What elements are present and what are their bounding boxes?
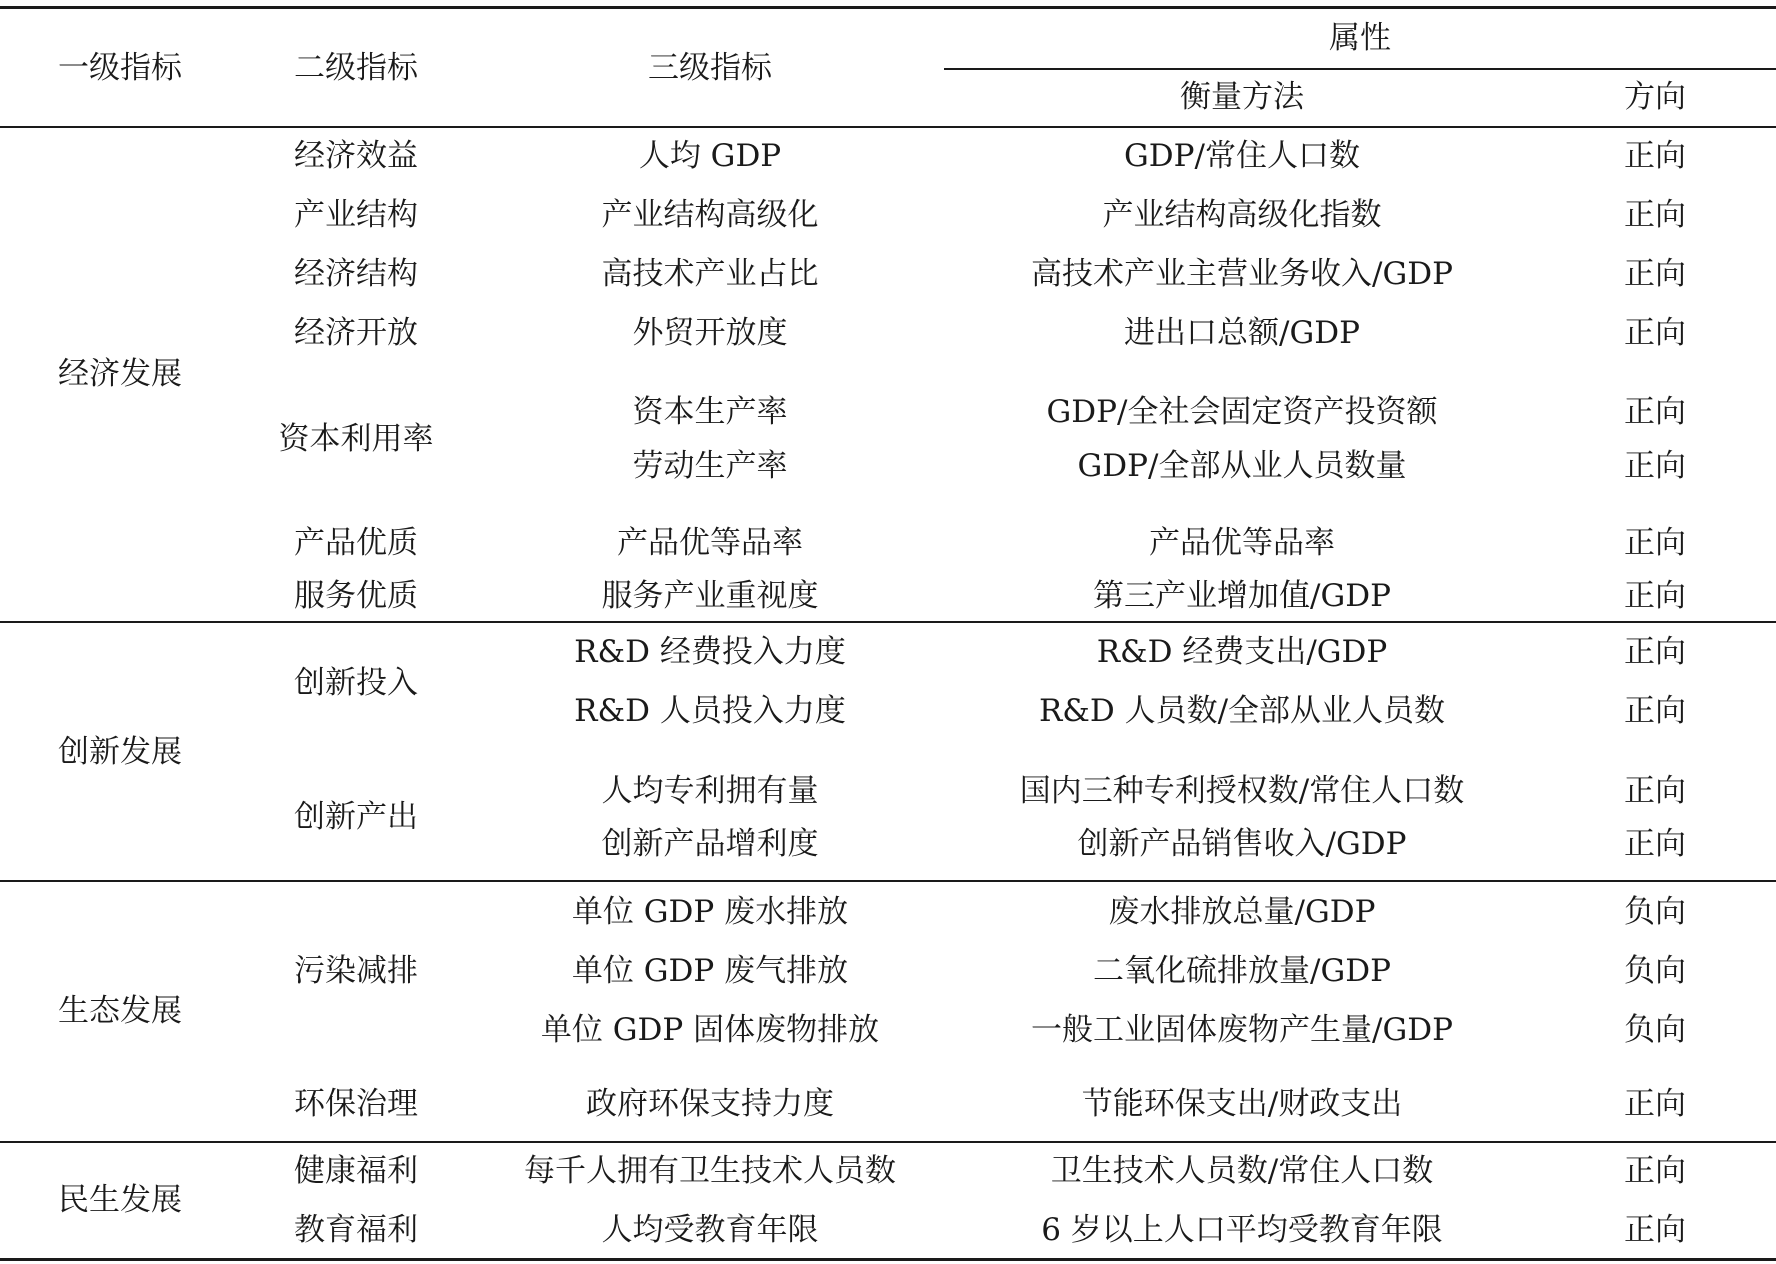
level3-cell: 劳动生产率 xyxy=(632,448,788,484)
header-method: 衡量方法 xyxy=(1180,79,1304,115)
direction-cell: 正向 xyxy=(1624,525,1686,561)
method-cell: 6 岁以上人口平均受教育年限 xyxy=(1041,1212,1443,1248)
direction-cell: 正向 xyxy=(1624,578,1686,614)
direction-cell: 正向 xyxy=(1624,197,1686,233)
method-cell: GDP/全部从业人员数量 xyxy=(1077,448,1407,484)
bottom-rule xyxy=(0,1258,1776,1261)
direction-cell: 负向 xyxy=(1624,953,1686,989)
level2-cell: 经济结构 xyxy=(294,256,418,292)
level2-cell: 经济效益 xyxy=(294,138,418,174)
header-rule xyxy=(0,126,1776,128)
method-cell: R&D 人员数/全部从业人员数 xyxy=(1038,693,1446,729)
group-rule xyxy=(0,1141,1776,1143)
level2-cell: 资本利用率 xyxy=(278,421,434,457)
group-rule xyxy=(0,880,1776,882)
direction-cell: 正向 xyxy=(1624,826,1686,862)
level3-cell: 资本生产率 xyxy=(632,394,788,430)
method-cell: 一般工业固体废物产生量/GDP xyxy=(1031,1012,1453,1048)
level3-cell: 高技术产业占比 xyxy=(601,256,819,292)
method-cell: 二氧化硫排放量/GDP xyxy=(1093,953,1391,989)
level2-cell: 污染减排 xyxy=(294,953,418,989)
level3-cell: 人均专利拥有量 xyxy=(601,773,819,809)
level3-cell: 政府环保支持力度 xyxy=(586,1086,834,1122)
direction-cell: 正向 xyxy=(1624,256,1686,292)
level3-cell: 创新产品增利度 xyxy=(601,826,819,862)
method-cell: R&D 经费支出/GDP xyxy=(1096,634,1388,670)
direction-cell: 正向 xyxy=(1624,1212,1686,1248)
level3-cell: 单位 GDP 废水排放 xyxy=(571,894,849,930)
method-cell: 节能环保支出/财政支出 xyxy=(1081,1086,1403,1122)
direction-cell: 正向 xyxy=(1624,634,1686,670)
method-cell: 创新产品销售收入/GDP xyxy=(1077,826,1407,862)
level2-cell: 服务优质 xyxy=(294,578,418,614)
attribute-rule xyxy=(944,68,1776,70)
level3-cell: 人均受教育年限 xyxy=(601,1212,819,1248)
method-cell: 国内三种专利授权数/常住人口数 xyxy=(1019,773,1465,809)
method-cell: 进出口总额/GDP xyxy=(1124,315,1360,351)
direction-cell: 负向 xyxy=(1624,1012,1686,1048)
level2-cell: 经济开放 xyxy=(294,315,418,351)
level3-cell: 外贸开放度 xyxy=(632,315,788,351)
header-level2: 二级指标 xyxy=(294,50,418,86)
direction-cell: 正向 xyxy=(1624,773,1686,809)
level3-cell: 单位 GDP 废气排放 xyxy=(571,953,849,989)
group-rule xyxy=(0,621,1776,623)
direction-cell: 正向 xyxy=(1624,693,1686,729)
header-level3: 三级指标 xyxy=(648,50,772,86)
method-cell: 第三产业增加值/GDP xyxy=(1093,578,1391,614)
method-cell: 产品优等品率 xyxy=(1149,525,1335,561)
level2-cell: 教育福利 xyxy=(294,1212,418,1248)
direction-cell: 正向 xyxy=(1624,394,1686,430)
level3-cell: 单位 GDP 固体废物排放 xyxy=(540,1012,880,1048)
method-cell: 卫生技术人员数/常住人口数 xyxy=(1050,1153,1434,1189)
level2-cell: 产品优质 xyxy=(294,525,418,561)
level1-cell: 民生发展 xyxy=(58,1182,182,1218)
level3-cell: 人均 GDP xyxy=(638,138,782,174)
level3-cell: 产业结构高级化 xyxy=(601,197,819,233)
level1-cell: 生态发展 xyxy=(58,993,182,1029)
level2-cell: 产业结构 xyxy=(294,197,418,233)
level1-cell: 经济发展 xyxy=(58,356,182,392)
direction-cell: 负向 xyxy=(1624,894,1686,930)
level3-cell: R&D 人员投入力度 xyxy=(574,693,846,729)
level2-cell: 创新投入 xyxy=(294,665,418,701)
direction-cell: 正向 xyxy=(1624,315,1686,351)
direction-cell: 正向 xyxy=(1624,448,1686,484)
method-cell: GDP/常住人口数 xyxy=(1124,138,1360,174)
level2-cell: 健康福利 xyxy=(294,1153,418,1189)
header-attribute: 属性 xyxy=(1329,20,1391,56)
level3-cell: 每千人拥有卫生技术人员数 xyxy=(524,1153,896,1189)
direction-cell: 正向 xyxy=(1624,138,1686,174)
header-direction: 方向 xyxy=(1624,79,1686,115)
top-rule xyxy=(0,6,1776,9)
method-cell: 废水排放总量/GDP xyxy=(1108,894,1376,930)
level2-cell: 创新产出 xyxy=(294,799,418,835)
header-level1: 一级指标 xyxy=(58,50,182,86)
method-cell: 产业结构高级化指数 xyxy=(1102,197,1382,233)
level2-cell: 环保治理 xyxy=(294,1086,418,1122)
method-cell: 高技术产业主营业务收入/GDP xyxy=(1031,256,1453,292)
direction-cell: 正向 xyxy=(1624,1086,1686,1122)
level3-cell: R&D 经费投入力度 xyxy=(574,634,846,670)
level3-cell: 产品优等品率 xyxy=(617,525,803,561)
level3-cell: 服务产业重视度 xyxy=(601,578,819,614)
level1-cell: 创新发展 xyxy=(58,734,182,770)
direction-cell: 正向 xyxy=(1624,1153,1686,1189)
method-cell: GDP/全社会固定资产投资额 xyxy=(1046,394,1438,430)
